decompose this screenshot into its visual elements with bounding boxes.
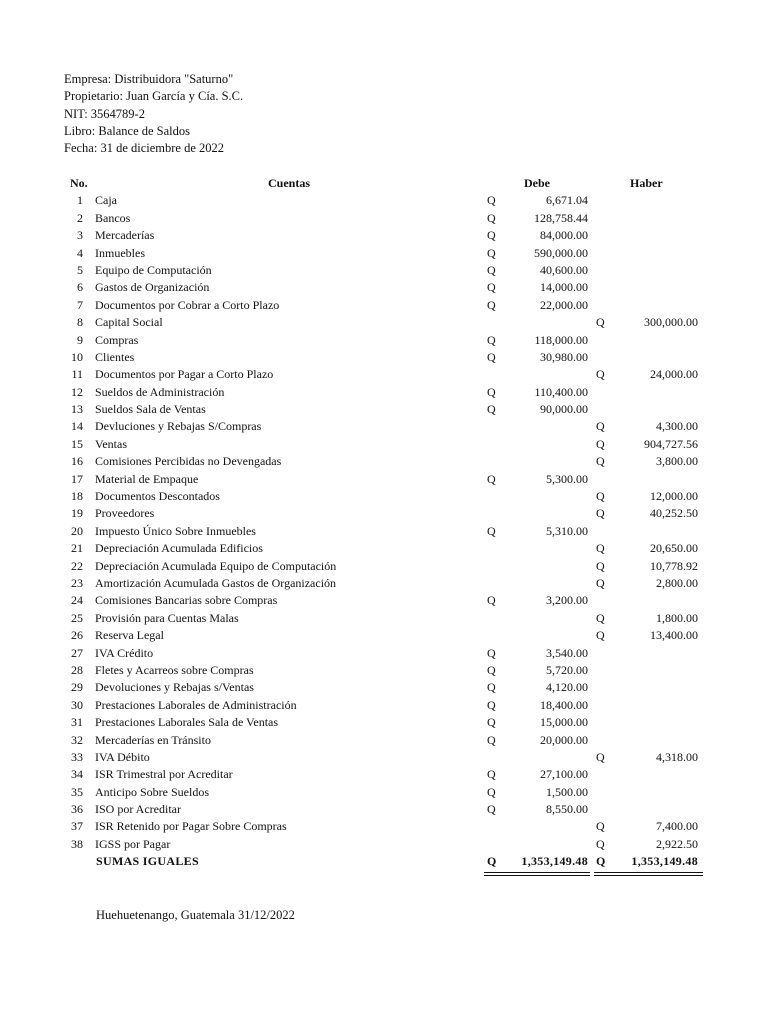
haber-currency: Q — [596, 628, 605, 643]
row-number: 11 — [71, 367, 83, 382]
table-row — [0, 592, 768, 609]
table-row — [0, 801, 768, 818]
haber-amount: 1,800.00 — [656, 610, 698, 625]
row-number: 36 — [71, 802, 83, 817]
haber-amount: 13,400.00 — [650, 628, 698, 643]
row-number: 20 — [71, 523, 83, 538]
table-row — [0, 297, 768, 314]
row-number: 19 — [71, 506, 83, 521]
row-number: 2 — [77, 210, 83, 225]
debe-amount: 5,720.00 — [546, 662, 588, 677]
haber-currency: Q — [596, 436, 605, 451]
debe-amount: 3,200.00 — [546, 593, 588, 608]
book-line: Libro: Balance de Saldos — [64, 123, 191, 138]
table-row — [0, 732, 768, 749]
company-line: Empresa: Distribuidora "Saturno" — [64, 72, 234, 86]
row-number: 17 — [71, 471, 83, 486]
account-name: Prestaciones Laborales de Administración — [95, 697, 297, 712]
table-row — [0, 488, 768, 505]
row-number: 33 — [71, 749, 83, 764]
row-number: 15 — [71, 436, 83, 451]
account-name: Gastos de Organización — [95, 280, 210, 295]
table-header-row — [0, 175, 768, 192]
row-number: 25 — [71, 610, 83, 625]
row-number: 26 — [71, 628, 83, 643]
haber-currency: Q — [596, 454, 605, 469]
table-row — [0, 436, 768, 453]
debe-amount: 1,500.00 — [546, 784, 588, 799]
row-number: 23 — [71, 575, 83, 590]
table-row — [0, 766, 768, 783]
debe-amount: 110,400.00 — [534, 384, 588, 399]
table-row — [0, 453, 768, 470]
table-row — [0, 836, 768, 853]
row-number: 10 — [71, 349, 83, 364]
row-number: 34 — [71, 767, 83, 782]
debe-currency: Q — [487, 715, 496, 730]
account-name: Material de Empaque — [95, 471, 199, 486]
debe-currency: Q — [487, 349, 496, 364]
table-row — [0, 662, 768, 679]
column-header-debe: Debe — [524, 176, 550, 190]
debe-amount: 20,000.00 — [540, 732, 588, 747]
debe-amount: 22,000.00 — [540, 297, 588, 312]
debe-amount: 8,550.00 — [546, 802, 588, 817]
row-number: 5 — [77, 262, 83, 277]
table-row — [0, 523, 768, 540]
table-row — [0, 262, 768, 279]
account-name: Ventas — [95, 436, 127, 451]
account-name: Comisiones Bancarias sobre Compras — [95, 593, 278, 608]
row-number: 12 — [71, 384, 83, 399]
haber-currency: Q — [596, 819, 605, 834]
debe-amount: 15,000.00 — [540, 715, 588, 730]
account-name: Inmuebles — [95, 245, 145, 260]
debe-total-double-underline — [484, 872, 590, 876]
haber-amount: 2,800.00 — [656, 575, 698, 590]
table-row — [0, 540, 768, 557]
debe-amount: 118,000.00 — [534, 332, 588, 347]
account-name: Clientes — [95, 349, 135, 364]
table-row — [0, 784, 768, 801]
haber-total-currency: Q — [596, 854, 606, 869]
account-name: Capital Social — [95, 315, 163, 330]
totals-row — [0, 853, 768, 870]
haber-currency: Q — [596, 541, 605, 556]
haber-total-double-underline — [594, 872, 703, 876]
row-number: 16 — [71, 454, 83, 469]
table-row — [0, 558, 768, 575]
row-number: 3 — [77, 228, 83, 243]
table-row — [0, 610, 768, 627]
account-name: ISR Retenido por Pagar Sobre Compras — [95, 819, 287, 834]
account-name: Comisiones Percibidas no Devengadas — [95, 454, 282, 469]
debe-amount: 84,000.00 — [540, 228, 588, 243]
haber-currency: Q — [596, 575, 605, 590]
table-row — [0, 192, 768, 209]
account-name: Compras — [95, 332, 139, 347]
debe-currency: Q — [487, 228, 496, 243]
account-name: Reserva Legal — [95, 628, 164, 643]
row-number: 1 — [77, 193, 83, 208]
row-number: 9 — [77, 332, 83, 347]
debe-currency: Q — [487, 593, 496, 608]
debe-currency: Q — [487, 280, 496, 295]
table-row — [0, 279, 768, 296]
row-number: 6 — [77, 280, 83, 295]
debe-currency: Q — [487, 697, 496, 712]
table-row — [0, 505, 768, 522]
table-row — [0, 245, 768, 262]
row-number: 28 — [71, 662, 83, 677]
account-name: Documentos por Pagar a Corto Plazo — [95, 367, 274, 382]
debe-currency: Q — [487, 523, 496, 538]
table-row — [0, 401, 768, 418]
row-number: 38 — [71, 836, 83, 851]
column-header-haber: Haber — [630, 176, 663, 190]
debe-currency: Q — [487, 802, 496, 817]
debe-currency: Q — [487, 732, 496, 747]
table-row — [0, 227, 768, 244]
debe-currency: Q — [487, 384, 496, 399]
debe-currency: Q — [487, 471, 496, 486]
haber-amount: 12,000.00 — [650, 489, 698, 504]
account-name: Depreciación Acumulada Edificios — [95, 541, 263, 556]
debe-currency: Q — [487, 680, 496, 695]
account-name: Depreciación Acumulada Equipo de Computación — [95, 558, 337, 573]
table-row — [0, 471, 768, 488]
debe-currency: Q — [487, 784, 496, 799]
account-name: Proveedores — [95, 506, 155, 521]
row-number: 18 — [71, 489, 83, 504]
account-name: Provisión para Cuentas Malas — [95, 610, 239, 625]
debe-amount: 3,540.00 — [546, 645, 588, 660]
account-name: Prestaciones Laborales Sala de Ventas — [95, 715, 279, 730]
debe-amount: 4,120.00 — [546, 680, 588, 695]
row-number: 37 — [71, 819, 83, 834]
table-row — [0, 627, 768, 644]
haber-amount: 4,300.00 — [656, 419, 698, 434]
account-name: Anticipo Sobre Sueldos — [95, 784, 209, 799]
table-row — [0, 575, 768, 592]
account-name: IVA Débito — [95, 749, 150, 764]
debe-amount: 5,310.00 — [546, 523, 588, 538]
haber-currency: Q — [596, 610, 605, 625]
table-row — [0, 210, 768, 227]
document-header — [64, 71, 243, 157]
account-name: Documentos Descontados — [95, 489, 220, 504]
row-number: 30 — [71, 697, 83, 712]
table-row — [0, 366, 768, 383]
table-row — [0, 697, 768, 714]
row-number: 14 — [71, 419, 83, 434]
balance-table — [0, 175, 768, 871]
account-name: Caja — [95, 193, 117, 208]
haber-amount: 20,650.00 — [650, 541, 698, 556]
date-line: Fecha: 31 de diciembre de 2022 — [64, 141, 225, 156]
haber-total: 1,353,149.48 — [631, 854, 698, 869]
debe-total-currency: Q — [487, 854, 497, 869]
haber-currency: Q — [596, 506, 605, 521]
debe-amount: 18,400.00 — [540, 697, 588, 712]
debe-amount: 30,980.00 — [540, 349, 588, 364]
account-name: IVA Crédito — [95, 645, 154, 660]
table-row — [0, 349, 768, 366]
account-name: Devluciones y Rebajas S/Compras — [95, 419, 262, 434]
table-row — [0, 679, 768, 696]
table-row — [0, 714, 768, 731]
debe-currency: Q — [487, 332, 496, 347]
debe-amount: 6,671.04 — [546, 193, 588, 208]
debe-currency: Q — [487, 210, 496, 225]
debe-amount: 40,600.00 — [540, 262, 588, 277]
debe-amount: 27,100.00 — [540, 767, 588, 782]
row-number: 31 — [71, 715, 83, 730]
row-number: 13 — [71, 402, 83, 417]
account-name: Devoluciones y Rebajas s/Ventas — [95, 680, 254, 695]
haber-amount: 904,727.56 — [644, 436, 698, 451]
nit-line: NIT: 3564789-2 — [64, 106, 145, 121]
debe-currency: Q — [487, 245, 496, 260]
account-name: Mercaderías — [95, 228, 155, 243]
table-row — [0, 332, 768, 349]
debe-currency: Q — [487, 402, 496, 417]
account-name: Documentos por Cobrar a Corto Plazo — [95, 297, 280, 312]
haber-currency: Q — [596, 558, 605, 573]
owner-line: Propietario: Juan García y Cía. S.C. — [64, 89, 244, 104]
debe-currency: Q — [487, 297, 496, 312]
debe-amount: 590,000.00 — [534, 245, 588, 260]
account-name: Mercaderías en Tránsito — [95, 732, 211, 747]
haber-currency: Q — [596, 367, 605, 382]
debe-total: 1,353,149.48 — [521, 854, 588, 869]
totals-label: SUMAS IGUALES — [96, 854, 199, 869]
haber-amount: 7,400.00 — [656, 819, 698, 834]
table-row — [0, 749, 768, 766]
row-number: 24 — [71, 593, 83, 608]
haber-amount: 3,800.00 — [656, 454, 698, 469]
debe-amount: 5,300.00 — [546, 471, 588, 486]
haber-amount: 300,000.00 — [644, 315, 698, 330]
row-number: 27 — [71, 645, 83, 660]
column-header-no: No. — [70, 176, 88, 190]
haber-currency: Q — [596, 489, 605, 504]
debe-currency: Q — [487, 193, 496, 208]
table-row — [0, 645, 768, 662]
haber-currency: Q — [596, 749, 605, 764]
row-number: 8 — [77, 315, 83, 330]
haber-currency: Q — [596, 315, 605, 330]
haber-amount: 2,922.50 — [656, 836, 698, 851]
account-name: Equipo de Computación — [95, 262, 212, 277]
haber-amount: 10,778.92 — [650, 558, 698, 573]
column-header-cuentas: Cuentas — [268, 176, 311, 190]
haber-amount: 4,318.00 — [656, 749, 698, 764]
haber-currency: Q — [596, 419, 605, 434]
table-row — [0, 818, 768, 835]
debe-amount: 128,758.44 — [534, 210, 588, 225]
account-name: Amortización Acumulada Gastos de Organización — [95, 575, 337, 590]
account-name: Impuesto Único Sobre Inmuebles — [95, 523, 256, 538]
account-name: Fletes y Acarreos sobre Compras — [95, 662, 254, 677]
account-name: ISO por Acreditar — [95, 802, 181, 817]
debe-currency: Q — [487, 662, 496, 677]
haber-amount: 24,000.00 — [650, 367, 698, 382]
account-name: Bancos — [95, 210, 131, 225]
row-number: 7 — [77, 297, 83, 312]
account-name: Sueldos Sala de Ventas — [95, 402, 206, 417]
place-date-footer: Huehuetenango, Guatemala 31/12/2022 — [96, 908, 295, 922]
row-number: 29 — [71, 680, 83, 695]
debe-currency: Q — [487, 645, 496, 660]
account-name: Sueldos de Administración — [95, 384, 225, 399]
table-row — [0, 314, 768, 331]
debe-amount: 90,000.00 — [540, 402, 588, 417]
debe-currency: Q — [487, 767, 496, 782]
table-row — [0, 418, 768, 435]
row-number: 4 — [77, 245, 83, 260]
haber-amount: 40,252.50 — [650, 506, 698, 521]
account-name: IGSS por Pagar — [95, 836, 171, 851]
row-number: 21 — [71, 541, 83, 556]
row-number: 22 — [71, 558, 83, 573]
table-row — [0, 384, 768, 401]
haber-currency: Q — [596, 836, 605, 851]
debe-currency: Q — [487, 262, 496, 277]
debe-amount: 14,000.00 — [540, 280, 588, 295]
row-number: 32 — [71, 732, 83, 747]
row-number: 35 — [71, 784, 83, 799]
account-name: ISR Trimestral por Acreditar — [95, 767, 233, 782]
